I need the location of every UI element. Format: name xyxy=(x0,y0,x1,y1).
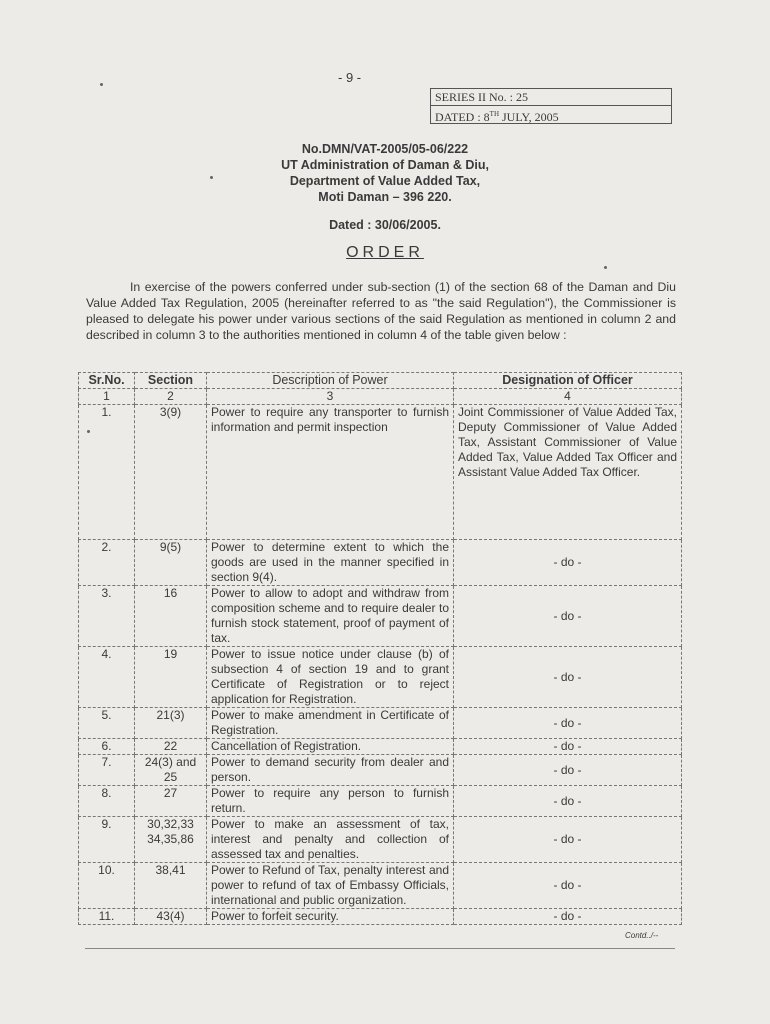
row-srno: 10. xyxy=(79,863,135,909)
column-number: 4 xyxy=(454,389,682,405)
row-section: 38,41 xyxy=(135,863,207,909)
scan-speck xyxy=(210,176,213,179)
row-officer: - do - xyxy=(454,739,682,755)
table-row xyxy=(79,863,682,909)
page-number: - 9 - xyxy=(338,70,362,85)
table-row xyxy=(79,786,682,817)
table-header-row xyxy=(79,373,682,389)
continued-note: Contd../-- xyxy=(625,931,659,940)
table-row xyxy=(79,909,682,925)
dated-line: DATED : 8TH JULY, 2005 xyxy=(435,110,559,124)
table-row xyxy=(79,647,682,708)
header-description: Description of Power xyxy=(207,373,454,389)
row-description: Power to forfeit security. xyxy=(207,909,454,925)
header-designation: Designation of Officer xyxy=(454,373,682,389)
row-srno: 5. xyxy=(79,708,135,739)
scan-speck xyxy=(604,266,607,269)
column-number-row xyxy=(79,389,682,405)
table-row xyxy=(79,755,682,786)
row-officer: - do - xyxy=(454,786,682,817)
order-date: Dated : 30/06/2005. xyxy=(329,218,441,232)
scan-speck xyxy=(87,430,90,433)
header-srno: Sr.No. xyxy=(79,373,135,389)
row-srno: 1. xyxy=(79,405,135,540)
row-description: Power to issue notice under clause (b) of subsection 4 of section 19 and to grant Certificate of Registration or to reject application for Registration. xyxy=(207,647,454,708)
order-header xyxy=(0,141,770,205)
row-srno: 6. xyxy=(79,739,135,755)
column-number: 3 xyxy=(207,389,454,405)
row-section: 19 xyxy=(135,647,207,708)
series-line: SERIES II No. : 25 xyxy=(431,89,671,106)
row-section: 9(5) xyxy=(135,540,207,586)
table-row xyxy=(79,540,682,586)
footer-rule xyxy=(85,948,675,949)
row-section: 27 xyxy=(135,786,207,817)
row-section: 21(3) xyxy=(135,708,207,739)
row-description: Power to demand security from dealer and person. xyxy=(207,755,454,786)
column-number: 2 xyxy=(135,389,207,405)
row-section: 3(9) xyxy=(135,405,207,540)
row-officer: - do - xyxy=(454,708,682,739)
scan-speck xyxy=(100,83,103,86)
row-srno: 4. xyxy=(79,647,135,708)
administration-name: UT Administration of Daman & Diu, xyxy=(281,158,489,172)
row-description: Power to make an assessment of tax, interest and penalty and collection of assessed tax and penalties. xyxy=(207,817,454,863)
table-row xyxy=(79,708,682,739)
row-section: 16 xyxy=(135,586,207,647)
row-officer: Joint Commissioner of Value Added Tax, Deputy Commissioner of Value Added Tax, Assistant Commissioner of Value Added Tax, Value Added Tax Officer and Assistant Value Added Tax Officer. xyxy=(454,405,682,540)
table-row xyxy=(79,817,682,863)
row-description: Cancellation of Registration. xyxy=(207,739,454,755)
table-row xyxy=(79,739,682,755)
address: Moti Daman – 396 220. xyxy=(318,190,452,204)
order-paragraph: In exercise of the powers conferred under sub-section (1) of the section 68 of the Daman and Diu Value Added Tax Regulation, 2005 (hereinafter referred to as "the said Regulation"), the Commissioner is pleased to delegate his power under various sections of the said Regulation as mentioned in column 2 and described in column 3 to the authorities mentioned in column 4 of the table given below : xyxy=(86,280,676,342)
header-section: Section xyxy=(135,373,207,389)
row-officer: - do - xyxy=(454,647,682,708)
table-row xyxy=(79,586,682,647)
row-section: 22 xyxy=(135,739,207,755)
row-srno: 3. xyxy=(79,586,135,647)
row-officer: - do - xyxy=(454,863,682,909)
row-srno: 7. xyxy=(79,755,135,786)
row-officer: - do - xyxy=(454,540,682,586)
row-officer: - do - xyxy=(454,586,682,647)
row-section: 43(4) xyxy=(135,909,207,925)
order-number: No.DMN/VAT-2005/05-06/222 xyxy=(301,142,469,156)
row-officer: - do - xyxy=(454,909,682,925)
row-srno: 11. xyxy=(79,909,135,925)
row-srno: 8. xyxy=(79,786,135,817)
row-description: Power to require any person to furnish return. xyxy=(207,786,454,817)
row-srno: 9. xyxy=(79,817,135,863)
column-number: 1 xyxy=(79,389,135,405)
department-name: Department of Value Added Tax, xyxy=(289,174,481,188)
row-section: 30,32,33 34,35,86 xyxy=(135,817,207,863)
row-description: Power to determine extent to which the goods are used in the manner specified in section 9(4). xyxy=(207,540,454,586)
row-officer: - do - xyxy=(454,817,682,863)
row-description: Power to make amendment in Certificate of Registration. xyxy=(207,708,454,739)
series-box xyxy=(430,88,672,124)
row-description: Power to Refund of Tax, penalty interest and power to refund of tax of Embassy Officials, international and public organization. xyxy=(207,863,454,909)
row-srno: 2. xyxy=(79,540,135,586)
row-officer: - do - xyxy=(454,755,682,786)
row-description: Power to require any transporter to furnish information and permit inspection xyxy=(207,405,454,540)
row-section: 24(3) and 25 xyxy=(135,755,207,786)
row-description: Power to allow to adopt and withdraw from composition scheme and to require dealer to furnish stock statement, proof of payment of tax. xyxy=(207,586,454,647)
table-row xyxy=(79,405,682,540)
order-title: ORDER xyxy=(346,244,424,261)
delegation-table xyxy=(78,372,682,925)
